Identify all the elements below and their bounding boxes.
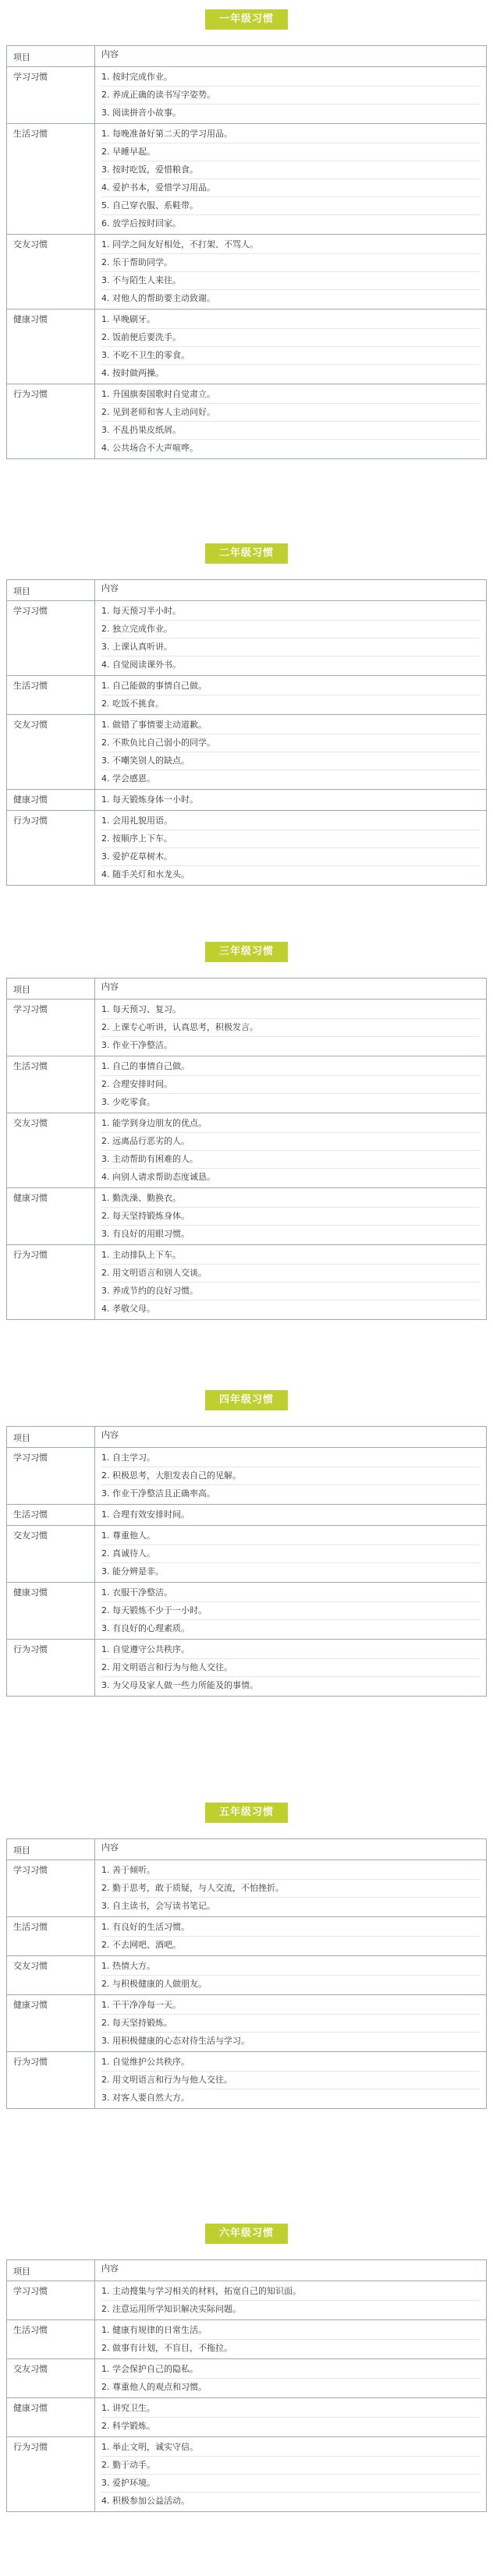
habit-category: 行为习惯	[7, 811, 95, 886]
habit-item: 2. 见到老师和客人主动问好。	[101, 404, 480, 422]
table-row	[7, 2320, 487, 2359]
habit-category: 学习习惯	[7, 1448, 95, 1505]
header-item: 项目	[7, 46, 95, 67]
habit-item: 1. 每天锻炼身体一小时。	[101, 794, 198, 805]
table-row	[7, 67, 487, 124]
habit-item: 2. 做事有计划，不盲目，不拖拉。	[101, 2343, 232, 2353]
habit-item: 2. 按顺序上下车。	[101, 830, 480, 848]
habit-item: 1. 同学之间友好相处，不打架、不骂人。	[101, 236, 480, 254]
table-row	[7, 1113, 487, 1188]
table-row	[7, 1956, 487, 1995]
habit-category: 行为习惯	[7, 2437, 95, 2512]
habit-item: 5. 自己穿衣服、系鞋带。	[101, 197, 480, 215]
habit-item: 1. 能学到身边朋友的优点。	[101, 1115, 480, 1133]
habit-item: 4. 学会感恩。	[101, 773, 155, 784]
header-item: 项目	[7, 2260, 95, 2281]
habit-category: 学习习惯	[7, 601, 95, 676]
table-row	[7, 1245, 487, 1320]
habit-items	[95, 1056, 487, 1113]
habit-item: 3. 不乱扔果皮纸屑。	[101, 422, 480, 440]
habits-table	[6, 579, 487, 886]
habit-category: 健康习惯	[7, 1583, 95, 1640]
habit-category: 交友习惯	[7, 2359, 95, 2398]
table-row	[7, 1860, 487, 1917]
habit-category: 生活习惯	[7, 1505, 95, 1526]
habits-table	[6, 2259, 487, 2512]
habit-category: 交友习惯	[7, 1956, 95, 1995]
habit-item: 3. 有良好的心理素质。	[101, 1623, 190, 1633]
habit-item: 1. 每天预习半小时。	[101, 603, 480, 621]
habit-items	[95, 2437, 487, 2512]
habit-item: 1. 尊重他人。	[101, 1527, 480, 1545]
habit-item: 1. 自己能做的事情自己做。	[101, 678, 480, 695]
habit-item: 1. 勤洗澡、勤换衣。	[101, 1190, 480, 1208]
grade-title: 三年级习惯	[205, 942, 288, 962]
header-item: 项目	[7, 1427, 95, 1448]
table-row	[7, 790, 487, 811]
habit-category: 行为习惯	[7, 2052, 95, 2109]
habit-item: 4. 对他人的帮助要主动致谢。	[101, 293, 215, 303]
habit-items	[95, 67, 487, 124]
table-row	[7, 1917, 487, 1956]
habit-items	[95, 384, 487, 459]
habits-table	[6, 45, 487, 459]
table-header-row	[7, 1427, 487, 1448]
table-row	[7, 2052, 487, 2109]
grade-section	[6, 543, 487, 886]
habit-item: 4. 积极参加公益活动。	[101, 2496, 190, 2506]
header-content: 内容	[95, 580, 487, 601]
habit-item: 1. 自觉维护公共秩序。	[101, 2054, 480, 2072]
habit-items	[95, 1448, 487, 1505]
habit-item: 2. 用文明语言和别人交谈。	[101, 1265, 480, 1283]
habit-item: 2. 用文明语言和行为与他人交往。	[101, 1659, 480, 1677]
habit-category: 行为习惯	[7, 1245, 95, 1320]
habit-items	[95, 811, 487, 886]
habit-item: 3. 作业干净整洁且正确率高。	[101, 1488, 215, 1499]
habit-category: 生活习惯	[7, 2320, 95, 2359]
habit-item: 1. 按时完成作业。	[101, 69, 480, 87]
table-header-row	[7, 46, 487, 67]
habit-item: 2. 每天坚持锻炼。	[101, 2015, 480, 2033]
habit-item: 2. 养成正确的读书写字姿势。	[101, 87, 480, 104]
table-header-row	[7, 2260, 487, 2281]
habit-item: 1. 自主学习。	[101, 1449, 480, 1467]
habit-item: 3. 作业干净整洁。	[101, 1040, 172, 1050]
habit-item: 3. 不吃不卫生的零食。	[101, 347, 480, 365]
habit-category: 健康习惯	[7, 1188, 95, 1245]
habit-item: 3. 有良好的用眼习惯。	[101, 1229, 190, 1239]
habit-item: 2. 不去网吧、酒吧。	[101, 1940, 181, 1950]
header-item: 项目	[7, 580, 95, 601]
habit-item: 2. 科学锻炼。	[101, 2421, 155, 2431]
table-row	[7, 1526, 487, 1583]
habit-item: 2. 上课专心听讲，认真思考，积极发言。	[101, 1019, 480, 1037]
habit-items	[95, 715, 487, 790]
habit-items	[95, 124, 487, 235]
habit-item: 1. 主动搜集与学习相关的材料，拓宽自己的知识面。	[101, 2283, 480, 2301]
habit-category: 交友习惯	[7, 235, 95, 310]
habits-table	[6, 1838, 487, 2109]
habit-item: 1. 主动排队上下车。	[101, 1247, 480, 1265]
habit-items	[95, 2320, 487, 2359]
grade-title: 五年级习惯	[205, 1803, 288, 1823]
habit-item: 1. 善于倾听。	[101, 1862, 480, 1880]
table-row	[7, 1640, 487, 1697]
habit-items	[95, 1188, 487, 1245]
habit-item: 2. 每天锻炼不少于一小时。	[101, 1602, 480, 1620]
habit-item: 1. 热情大方。	[101, 1958, 480, 1976]
grade-title: 二年级习惯	[205, 543, 288, 564]
habit-items	[95, 1917, 487, 1956]
habit-item: 1. 每晚准备好第二天的学习用品。	[101, 126, 480, 143]
table-header-row	[7, 580, 487, 601]
habit-items	[95, 1583, 487, 1640]
habit-category: 学习习惯	[7, 1000, 95, 1056]
table-row	[7, 1188, 487, 1245]
grade-title-wrap	[6, 942, 487, 962]
habit-item: 2. 积极思考，大胆发表自己的见解。	[101, 1467, 480, 1485]
habit-item: 3. 爱护环境。	[101, 2475, 480, 2493]
habit-items	[95, 1245, 487, 1320]
habit-category: 学习习惯	[7, 67, 95, 124]
habits-table	[6, 978, 487, 1320]
habit-items	[95, 1956, 487, 1995]
habit-items	[95, 310, 487, 384]
habit-item: 1. 干干净净每一天。	[101, 1997, 480, 2015]
habit-item: 2. 不欺负比自己弱小的同学。	[101, 734, 480, 752]
habit-category: 交友习惯	[7, 1526, 95, 1583]
habit-item: 2. 吃饭不挑食。	[101, 699, 164, 709]
habit-item: 1. 有良好的生活习惯。	[101, 1919, 480, 1937]
habit-item: 3. 自主读书，会写读书笔记。	[101, 1901, 215, 1911]
table-row	[7, 811, 487, 886]
habit-category: 健康习惯	[7, 1995, 95, 2052]
habit-category: 学习习惯	[7, 2281, 95, 2320]
grade-title: 六年级习惯	[205, 2224, 288, 2244]
habit-item: 3. 对客人要自然大方。	[101, 2093, 190, 2103]
habit-items	[95, 2398, 487, 2437]
table-row	[7, 676, 487, 715]
habit-items	[95, 1640, 487, 1697]
grade-section	[6, 1803, 487, 2109]
grade-section	[6, 942, 487, 1320]
habit-category: 学习习惯	[7, 1860, 95, 1917]
habit-item: 1. 每天预习、复习。	[101, 1001, 480, 1019]
header-content: 内容	[95, 1427, 487, 1448]
habit-item: 4. 自觉阅读课外书。	[101, 660, 181, 670]
habit-item: 3. 为父母及家人做一些力所能及的事情。	[101, 1680, 258, 1690]
table-header-row	[7, 978, 487, 1000]
habit-item: 6. 放学后按时回家。	[101, 218, 181, 228]
habit-item: 3. 按时吃饭，爱惜粮食。	[101, 161, 480, 179]
habits-table	[6, 1426, 487, 1697]
habit-category: 生活习惯	[7, 676, 95, 715]
habit-items	[95, 1113, 487, 1188]
habit-items	[95, 2359, 487, 2398]
table-row	[7, 1995, 487, 2052]
habit-items	[95, 1995, 487, 2052]
table-row	[7, 1000, 487, 1056]
header-content: 内容	[95, 978, 487, 1000]
habit-item: 4. 公共场合不大声喧哗。	[101, 443, 198, 453]
habit-item: 3. 用积极健康的心态对待生活与学习。	[101, 2036, 250, 2046]
habit-item: 4. 向别人请求帮助态度诚恳。	[101, 1172, 215, 1182]
table-row	[7, 2281, 487, 2320]
habit-category: 生活习惯	[7, 1056, 95, 1113]
habit-item: 2. 每天坚持锻炼身体。	[101, 1208, 480, 1226]
habit-item: 1. 学会保护自己的隐私。	[101, 2361, 480, 2379]
habit-item: 2. 与积极健康的人做朋友。	[101, 1979, 207, 1989]
habit-category: 行为习惯	[7, 1640, 95, 1697]
header-item: 项目	[7, 1839, 95, 1860]
table-row	[7, 715, 487, 790]
grade-title: 四年级习惯	[205, 1390, 288, 1410]
habit-items	[95, 2052, 487, 2109]
header-item: 项目	[7, 978, 95, 1000]
habit-item: 3. 爱护花草树木。	[101, 848, 480, 866]
habit-item: 4. 随手关灯和水龙头。	[101, 869, 190, 879]
habit-item: 2. 注意运用所学知识解决实际问题。	[101, 2304, 241, 2314]
habit-item: 3. 阅读拼音小故事。	[101, 108, 181, 118]
habit-item: 1. 合理有效安排时间。	[101, 1509, 190, 1520]
habit-item: 2. 乐于帮助同学。	[101, 254, 480, 272]
habit-item: 2. 尊重他人的观点和习惯。	[101, 2382, 207, 2392]
table-header-row	[7, 1839, 487, 1860]
habit-item: 2. 勤于动手。	[101, 2457, 480, 2475]
habit-item: 1. 自觉遵守公共秩序。	[101, 1641, 480, 1659]
table-row	[7, 384, 487, 459]
grade-section	[6, 1390, 487, 1697]
habit-item: 3. 上课认真听讲。	[101, 639, 480, 656]
table-row	[7, 1056, 487, 1113]
grade-title: 一年级习惯	[205, 9, 288, 30]
habit-item: 2. 远离品行恶劣的人。	[101, 1133, 480, 1151]
habit-item: 3. 主动帮助有困难的人。	[101, 1151, 480, 1169]
habit-item: 2. 用文明语言和行为与他人交往。	[101, 2072, 480, 2089]
habit-items	[95, 790, 487, 811]
table-row	[7, 2359, 487, 2398]
habit-item: 1. 早晚刷牙。	[101, 311, 480, 329]
habit-item: 2. 饭前便后要洗手。	[101, 329, 480, 347]
habit-item: 1. 健康有规律的日常生活。	[101, 2322, 480, 2340]
habit-item: 1. 举止文明，诚实守信。	[101, 2439, 480, 2457]
grade-title-wrap	[6, 1803, 487, 1823]
habit-item: 3. 少吃零食。	[101, 1097, 155, 1107]
habit-item: 3. 不嘲笑别人的缺点。	[101, 752, 480, 770]
habit-item: 2. 早睡早起。	[101, 143, 480, 161]
grade-title-wrap	[6, 543, 487, 564]
header-content: 内容	[95, 1839, 487, 1860]
habit-item: 1. 升国旗奏国歌时自觉肃立。	[101, 386, 480, 404]
habit-category: 健康习惯	[7, 310, 95, 384]
table-row	[7, 2398, 487, 2437]
habit-category: 生活习惯	[7, 124, 95, 235]
grade-section	[6, 2224, 487, 2512]
habit-item: 4. 爱护书本，爱惜学习用品。	[101, 179, 480, 197]
habit-item: 2. 独立完成作业。	[101, 621, 480, 639]
habit-items	[95, 1000, 487, 1056]
grade-title-wrap	[6, 9, 487, 30]
habit-item: 3. 养成节约的良好习惯。	[101, 1283, 480, 1300]
habit-items	[95, 1860, 487, 1917]
habit-items	[95, 1505, 487, 1526]
habit-item: 1. 自己的事情自己做。	[101, 1058, 480, 1076]
habit-item: 1. 讲究卫生。	[101, 2400, 480, 2418]
habit-category: 健康习惯	[7, 790, 95, 811]
habit-items	[95, 1526, 487, 1583]
habit-category: 行为习惯	[7, 384, 95, 459]
habit-items	[95, 601, 487, 676]
habit-item: 4. 孝敬父母。	[101, 1304, 155, 1314]
habit-items	[95, 235, 487, 310]
habit-category: 生活习惯	[7, 1917, 95, 1956]
habit-items	[95, 676, 487, 715]
grade-title-wrap	[6, 2224, 487, 2244]
header-content: 内容	[95, 46, 487, 67]
grade-section	[6, 9, 487, 459]
habit-item: 1. 做错了事情要主动道歉。	[101, 717, 480, 734]
table-row	[7, 1448, 487, 1505]
table-row	[7, 124, 487, 235]
habit-item: 1. 衣服干净整洁。	[101, 1584, 480, 1602]
table-row	[7, 1505, 487, 1526]
habit-item: 3. 能分辨是非。	[101, 1566, 164, 1576]
grade-title-wrap	[6, 1390, 487, 1410]
table-row	[7, 235, 487, 310]
habit-item: 2. 真诚待人。	[101, 1545, 480, 1563]
habit-item: 4. 按时做两操。	[101, 368, 164, 378]
table-row	[7, 1583, 487, 1640]
habit-category: 交友习惯	[7, 715, 95, 790]
habit-item: 2. 勤于思考，敢于质疑，与人交流，不怕挫折。	[101, 1880, 480, 1898]
habit-item: 2. 合理安排时间。	[101, 1076, 480, 1094]
habit-category: 交友习惯	[7, 1113, 95, 1188]
table-row	[7, 601, 487, 676]
table-row	[7, 2437, 487, 2512]
habit-items	[95, 2281, 487, 2320]
habit-item: 3. 不与陌生人来往。	[101, 272, 480, 290]
habit-category: 健康习惯	[7, 2398, 95, 2437]
header-content: 内容	[95, 2260, 487, 2281]
table-row	[7, 310, 487, 384]
habit-item: 1. 会用礼貌用语。	[101, 812, 480, 830]
